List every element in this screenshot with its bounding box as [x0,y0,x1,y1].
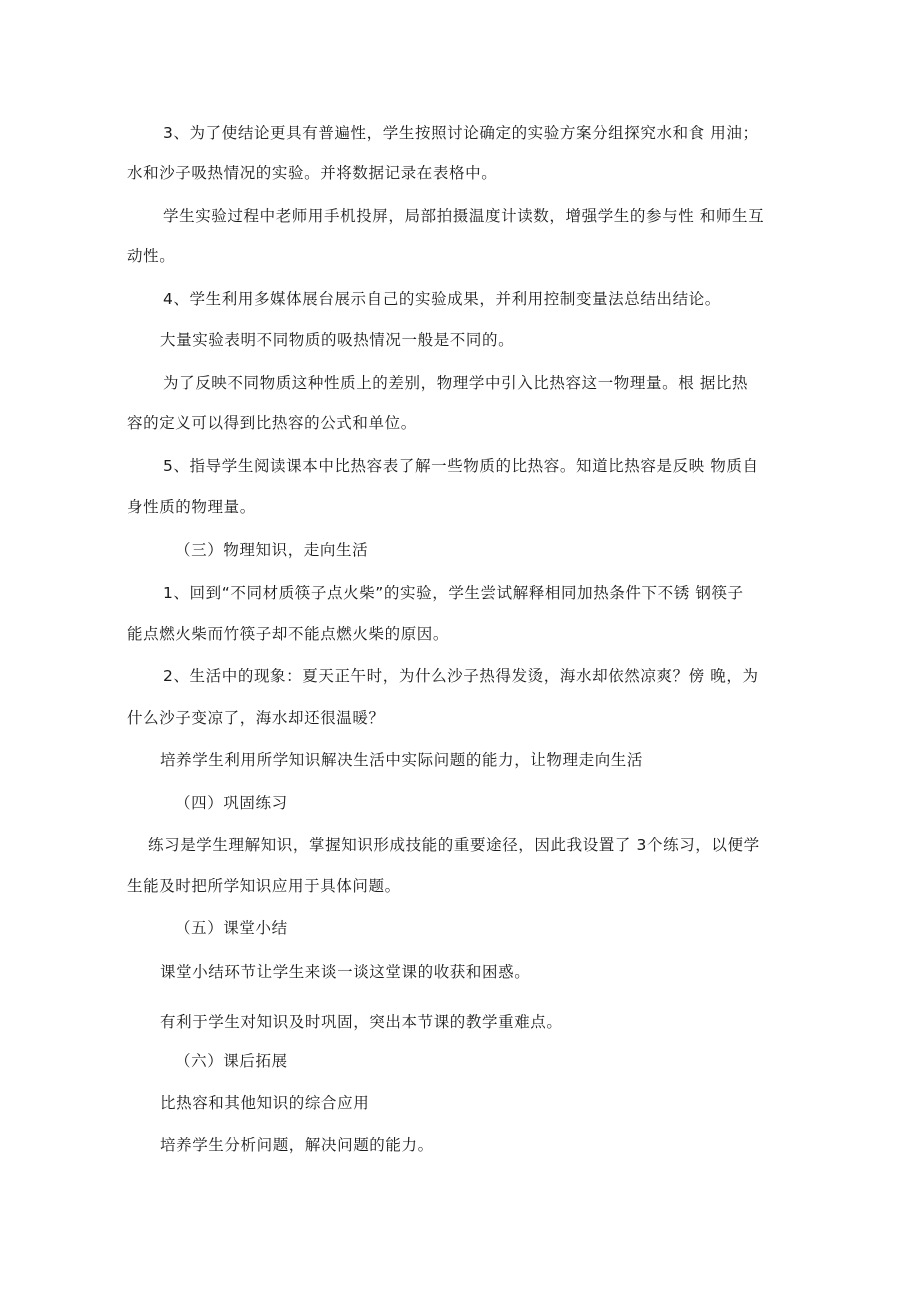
paragraph-line: 课堂小结环节让学生来谈一谈这堂课的收获和困惑。 [160,963,531,981]
paragraph-line: 1、回到“不同材质筷子点火柴”的实验，学生尝试解释相同加热条件下不锈 钢筷子 [163,584,744,602]
paragraph-line: 为了反映不同物质这种性质上的差别，物理学中引入比热容这一物理量。根 据比热 [163,374,749,392]
paragraph-line: 大量实验表明不同物质的吸热情况一般是不同的。 [160,331,515,349]
paragraph-line: 练习是学生理解知识，掌握知识形成技能的重要途径，因此我设置了 3个练习，以便学 [148,836,760,854]
paragraph-line: 动性。 [127,247,176,265]
paragraph-line: 2、生活中的现象：夏天正午时，为什么沙子热得发烫，海水却依然凉爽？傍 晚，为 [163,667,759,685]
paragraph-line: 培养学生分析问题，解决问题的能力。 [160,1136,434,1154]
section-heading: （六）课后拓展 [175,1052,288,1070]
paragraph-line: 水和沙子吸热情况的实验。并将数据记录在表格中。 [127,164,498,182]
paragraph-line: 学生实验过程中老师用手机投屏，局部拍摄温度计读数，增强学生的参与性 和师生互 [163,207,765,225]
section-heading: （四）巩固练习 [175,794,288,812]
paragraph-line: 能点燃火柴而竹筷子却不能点燃火柴的原因。 [127,625,450,643]
paragraph-line: 5、指导学生阅读课本中比热容表了解一些物质的比热容。知道比热容是反映 物质自 [163,457,759,475]
section-heading: （三）物理知识，走向生活 [175,541,369,559]
paragraph-line: 身性质的物理量。 [127,498,256,516]
paragraph-line: 什么沙子变凉了，海水却还很温暖？ [127,709,385,727]
section-heading: （五）课堂小结 [175,919,288,937]
paragraph-line: 4、学生利用多媒体展台展示自己的实验成果，并利用控制变量法总结出结论。 [163,290,721,308]
paragraph-line: 培养学生利用所学知识解决生活中实际问题的能力，让物理走向生活 [160,751,644,769]
paragraph-line: 比热容和其他知识的综合应用 [160,1094,370,1112]
paragraph-line: 3、为了使结论更具有普遍性，学生按照讨论确定的实验方案分组探究水和食 用油； [163,124,759,142]
paragraph-line: 有利于学生对知识及时巩固，突出本节课的教学重难点。 [160,1013,563,1031]
paragraph-line: 生能及时把所学知识应用于具体问题。 [127,877,401,895]
paragraph-line: 容的定义可以得到比热容的公式和单位。 [127,414,417,432]
